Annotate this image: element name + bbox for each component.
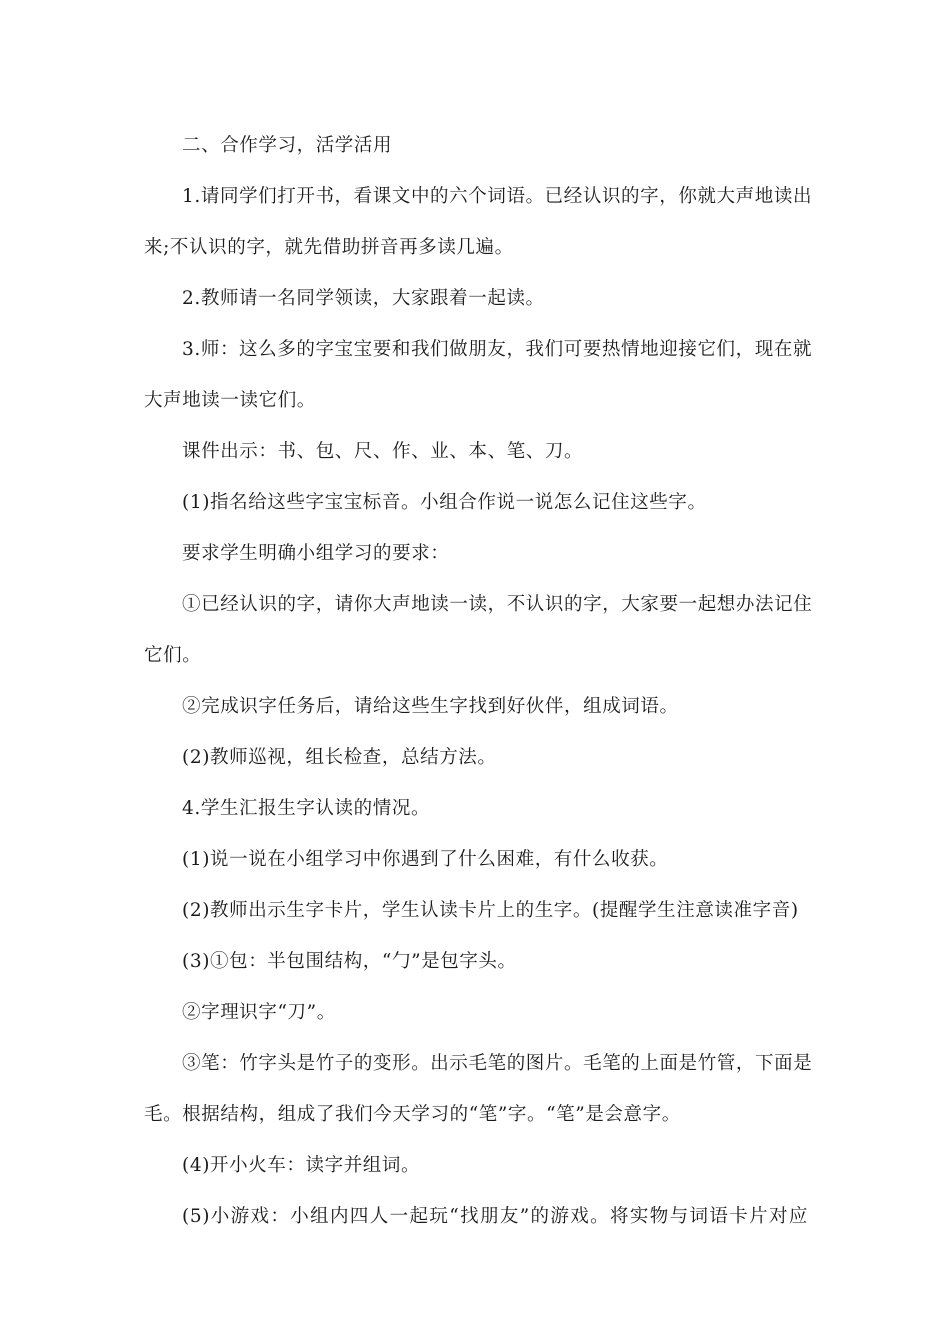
paragraph-line: 2.教师请一名同学领读，大家跟着一起读。	[182, 288, 545, 309]
paragraph-line: ②完成识字任务后，请给这些生字找到好伙伴，组成词语。	[182, 696, 679, 717]
paragraph-line: (5)小游戏：小组内四人一起玩“找朋友”的游戏。将实物与词语卡片对应	[182, 1206, 808, 1227]
paragraph-line: (1)说一说在小组学习中你遇到了什么困难，有什么收获。	[182, 849, 669, 870]
paragraph-line: (2)教师出示生字卡片，学生认读卡片上的生字。(提醒学生注意读准字音)	[182, 900, 799, 921]
paragraph-line: ①已经认识的字，请你大声地读一读，不认识的字，大家要一起想办法记住	[182, 594, 813, 615]
paragraph-line: 它们。	[144, 645, 202, 666]
paragraph-line: (3)①包：半包围结构，“勹”是包字头。	[182, 951, 517, 972]
paragraph-line: 要求学生明确小组学习的要求：	[182, 543, 450, 564]
paragraph-line: ③笔：竹字头是竹子的变形。出示毛笔的图片。毛笔的上面是竹管，下面是	[182, 1053, 813, 1074]
paragraph-line: (1)指名给这些字宝宝标音。小组合作说一说怎么记住这些字。	[182, 492, 707, 513]
paragraph-line: 来;不认识的字，就先借助拼音再多读几遍。	[144, 237, 514, 258]
paragraph-line: 毛。根据结构，组成了我们今天学习的“笔”字。“笔”是会意字。	[144, 1104, 681, 1125]
paragraph-line: ②字理识字“刀”。	[182, 1002, 336, 1023]
paragraph-line: 大声地读一读它们。	[144, 390, 316, 411]
document-body	[144, 120, 813, 1242]
paragraph-line: 3.师：这么多的字宝宝要和我们做朋友，我们可要热情地迎接它们，现在就	[182, 339, 813, 360]
section-heading: 二、合作学习，活学活用	[182, 135, 393, 156]
paragraph-line: 课件出示：书、包、尺、作、业、本、笔、刀。	[182, 441, 584, 462]
paragraph-line: (4)开小火车：读字并组词。	[182, 1155, 421, 1176]
paragraph-line: 4.学生汇报生字认读的情况。	[182, 798, 431, 819]
paragraph-line: 1.请同学们打开书，看课文中的六个词语。已经认识的字，你就大声地读出	[182, 186, 813, 207]
paragraph-line: (2)教师巡视，组长检查，总结方法。	[182, 747, 497, 768]
